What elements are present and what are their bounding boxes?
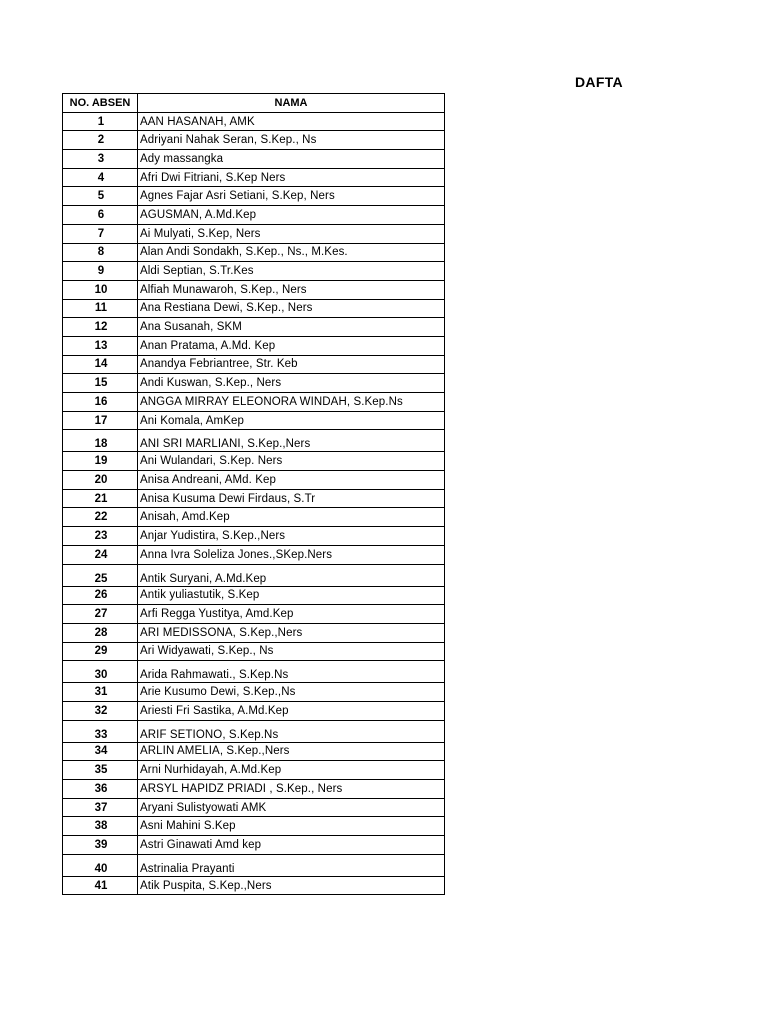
table-row <box>63 605 445 624</box>
row-number: 10 <box>63 280 138 299</box>
row-name: Andi Kuswan, S.Kep., Ners <box>138 374 445 393</box>
row-number: 40 <box>63 854 138 876</box>
row-name: Ari Widyawati, S.Kep., Ns <box>138 642 445 661</box>
row-number: 19 <box>63 452 138 471</box>
row-number: 9 <box>63 262 138 281</box>
table-row <box>63 318 445 337</box>
row-name: Aryani Sulistyowati AMK <box>138 798 445 817</box>
row-number: 11 <box>63 299 138 318</box>
table-row <box>63 761 445 780</box>
row-name: Anan Pratama, A.Md. Kep <box>138 336 445 355</box>
table-row <box>63 280 445 299</box>
row-number: 18 <box>63 430 138 452</box>
table-row <box>63 508 445 527</box>
row-name: ANGGA MIRRAY ELEONORA WINDAH, S.Kep.Ns <box>138 393 445 412</box>
table-row <box>63 623 445 642</box>
row-number: 27 <box>63 605 138 624</box>
column-header-no: NO. ABSEN <box>63 94 138 113</box>
row-name: Adriyani Nahak Seran, S.Kep., Ns <box>138 131 445 150</box>
row-number: 6 <box>63 206 138 225</box>
table-row <box>63 243 445 262</box>
row-name: Arida Rahmawati., S.Kep.Ns <box>138 661 445 683</box>
table-header-row <box>63 94 445 113</box>
table-row <box>63 452 445 471</box>
row-number: 32 <box>63 701 138 720</box>
table-row <box>63 489 445 508</box>
row-name: Ani Wulandari, S.Kep. Ners <box>138 452 445 471</box>
row-number: 34 <box>63 742 138 761</box>
row-name: Aldi Septian, S.Tr.Kes <box>138 262 445 281</box>
table-row <box>63 876 445 895</box>
row-number: 29 <box>63 642 138 661</box>
row-number: 15 <box>63 374 138 393</box>
row-name: Arie Kusumo Dewi, S.Kep.,Ns <box>138 683 445 702</box>
table-row <box>63 393 445 412</box>
row-number: 37 <box>63 798 138 817</box>
row-name: Anjar Yudistira, S.Kep.,Ners <box>138 527 445 546</box>
row-number: 7 <box>63 224 138 243</box>
row-name: Ani Komala, AmKep <box>138 411 445 430</box>
table-row <box>63 471 445 490</box>
row-name: Ariesti Fri Sastika, A.Md.Kep <box>138 701 445 720</box>
table-row <box>63 299 445 318</box>
table-row <box>63 374 445 393</box>
row-number: 33 <box>63 720 138 742</box>
row-name: Anisa Kusuma Dewi Firdaus, S.Tr <box>138 489 445 508</box>
document-title: DAFTA <box>575 74 623 90</box>
table-row <box>63 701 445 720</box>
table-row <box>63 564 445 586</box>
row-number: 2 <box>63 131 138 150</box>
row-name: Alfiah Munawaroh, S.Kep., Ners <box>138 280 445 299</box>
row-name: Astrinalia Prayanti <box>138 854 445 876</box>
table-row <box>63 817 445 836</box>
row-number: 31 <box>63 683 138 702</box>
row-name: ARI MEDISSONA, S.Kep.,Ners <box>138 623 445 642</box>
table-body <box>63 112 445 895</box>
table-row <box>63 642 445 661</box>
row-name: Arni Nurhidayah, A.Md.Kep <box>138 761 445 780</box>
table-row <box>63 836 445 855</box>
attendance-table <box>62 93 445 895</box>
row-number: 22 <box>63 508 138 527</box>
table-row <box>63 720 445 742</box>
table-row <box>63 545 445 564</box>
row-number: 23 <box>63 527 138 546</box>
row-number: 17 <box>63 411 138 430</box>
table-row <box>63 742 445 761</box>
row-name: ARIF SETIONO, S.Kep.Ns <box>138 720 445 742</box>
row-name: Asni Mahini S.Kep <box>138 817 445 836</box>
row-name: Astri Ginawati Amd kep <box>138 836 445 855</box>
table-row <box>63 168 445 187</box>
row-number: 1 <box>63 112 138 131</box>
table-row <box>63 336 445 355</box>
table-row <box>63 355 445 374</box>
table-row <box>63 798 445 817</box>
row-name: Anna Ivra Soleliza Jones.,SKep.Ners <box>138 545 445 564</box>
row-number: 13 <box>63 336 138 355</box>
row-name: Anandya Febriantree, Str. Keb <box>138 355 445 374</box>
table-row <box>63 780 445 799</box>
row-name: Agnes Fajar Asri Setiani, S.Kep, Ners <box>138 187 445 206</box>
table-row <box>63 150 445 169</box>
table-row <box>63 683 445 702</box>
row-name: Ana Susanah, SKM <box>138 318 445 337</box>
row-number: 3 <box>63 150 138 169</box>
table-row <box>63 527 445 546</box>
row-number: 14 <box>63 355 138 374</box>
row-number: 20 <box>63 471 138 490</box>
row-number: 8 <box>63 243 138 262</box>
row-name: AGUSMAN, A.Md.Kep <box>138 206 445 225</box>
row-number: 12 <box>63 318 138 337</box>
row-name: Alan Andi Sondakh, S.Kep., Ns., M.Kes. <box>138 243 445 262</box>
row-number: 28 <box>63 623 138 642</box>
row-name: Anisah, Amd.Kep <box>138 508 445 527</box>
table-row <box>63 854 445 876</box>
table-row <box>63 661 445 683</box>
row-name: Anisa Andreani, AMd. Kep <box>138 471 445 490</box>
row-name: Arfi Regga Yustitya, Amd.Kep <box>138 605 445 624</box>
row-name: Antik yuliastutik, S.Kep <box>138 586 445 605</box>
row-name: Ai Mulyati, S.Kep, Ners <box>138 224 445 243</box>
row-number: 36 <box>63 780 138 799</box>
row-name: Ana Restiana Dewi, S.Kep., Ners <box>138 299 445 318</box>
row-number: 24 <box>63 545 138 564</box>
table-row <box>63 112 445 131</box>
row-number: 38 <box>63 817 138 836</box>
row-name: Ady massangka <box>138 150 445 169</box>
row-number: 16 <box>63 393 138 412</box>
row-number: 4 <box>63 168 138 187</box>
table-row <box>63 430 445 452</box>
row-name: Atik Puspita, S.Kep.,Ners <box>138 876 445 895</box>
row-number: 30 <box>63 661 138 683</box>
table-row <box>63 187 445 206</box>
table-row <box>63 206 445 225</box>
table-row <box>63 262 445 281</box>
column-header-name: NAMA <box>138 94 445 113</box>
row-number: 41 <box>63 876 138 895</box>
row-number: 35 <box>63 761 138 780</box>
table-row <box>63 224 445 243</box>
row-name: Afri Dwi Fitriani, S.Kep Ners <box>138 168 445 187</box>
row-number: 39 <box>63 836 138 855</box>
row-number: 5 <box>63 187 138 206</box>
row-name: ARLIN AMELIA, S.Kep.,Ners <box>138 742 445 761</box>
table-row <box>63 131 445 150</box>
row-name: AAN HASANAH, AMK <box>138 112 445 131</box>
row-number: 21 <box>63 489 138 508</box>
table-row <box>63 411 445 430</box>
row-name: ANI SRI MARLIANI, S.Kep.,Ners <box>138 430 445 452</box>
row-number: 26 <box>63 586 138 605</box>
table-row <box>63 586 445 605</box>
row-number: 25 <box>63 564 138 586</box>
row-name: Antik Suryani, A.Md.Kep <box>138 564 445 586</box>
row-name: ARSYL HAPIDZ PRIADI , S.Kep., Ners <box>138 780 445 799</box>
